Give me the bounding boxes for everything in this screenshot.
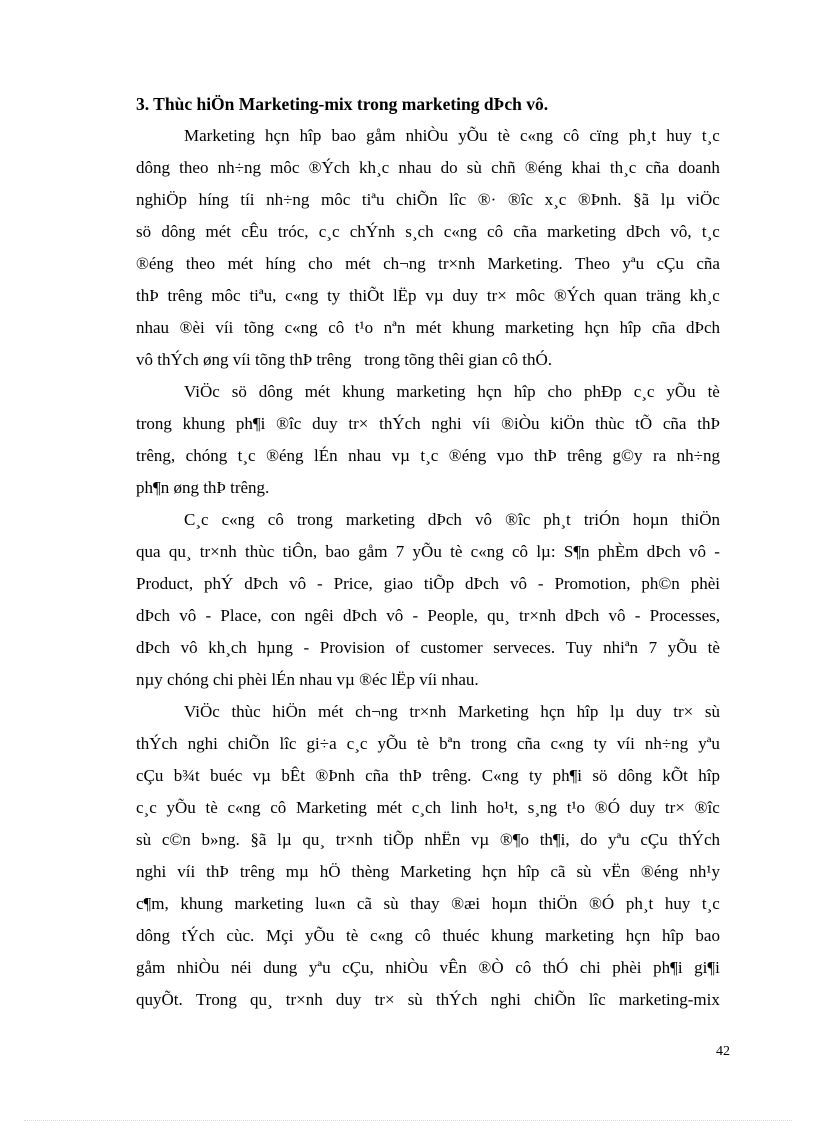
text-line: ®éng theo mét híng cho mét ch¬ng tr×nh Marketing. Theo yªu cÇu cña [136, 254, 720, 273]
text-line: trêng, chóng t¸c ®éng lÉn nhau vµ t¸c ®éng vµo thÞ trêng g©y ra nh÷ng [136, 446, 720, 465]
text-line: dông theo nh÷ng môc ®Ých kh¸c nhau do sù chñ ®éng khai th¸c cña doanh [136, 158, 720, 177]
text-line: ViÖc sö dông mét khung marketing hçn hîp cho phÐp c¸c yÕu tè [184, 382, 720, 401]
body-text [136, 120, 720, 1016]
paragraph [136, 376, 720, 504]
text-line: ViÖc thùc hiÖn mét ch¬ng tr×nh Marketing hçn hîp lµ duy tr× sù [184, 702, 720, 721]
section-heading: 3. Thùc hiÖn Marketing-mix trong marketing dÞch vô. [136, 94, 549, 114]
text-line: nghi víi thÞ trêng mµ hÖ thèng Marketing hçn hîp cã sù vËn ®éng nh¹y [136, 862, 720, 881]
text-line: nghiÖp híng tíi nh÷ng môc tiªu chiÕn lîc ®· ®îc x¸c ®Þnh. §ã lµ viÖc [136, 190, 720, 209]
text-line: sù c©n b»ng. §ã lµ qu¸ tr×nh tiÕp nhËn vµ ®¶o th¶i, do yªu cÇu thÝch [136, 830, 720, 849]
text-line: C¸c c«ng cô trong marketing dÞch vô ®îc ph¸t triÓn hoµn thiÖn [184, 510, 720, 529]
text-line: cÇu b¾t buéc vµ bÊt ®Þnh cña thÞ trêng. C«ng ty ph¶i sö dông kÕt hîp [136, 766, 720, 785]
text-line: trong khung ph¶i ®îc duy tr× thÝch nghi víi ®iÒu kiÖn thùc tÕ cña thÞ [136, 414, 720, 433]
text-line: vô thÝch øng víi tõng thÞ trêng trong tõng thêi gian cô thÓ. [136, 350, 552, 369]
paragraph [136, 504, 720, 696]
text-line: nhau ®èi víi tõng c«ng cô t¹o nªn mét khung marketing hçn hîp cña dÞch [136, 318, 720, 337]
text-line: thÞ trêng môc tiªu, c«ng ty thiÕt lËp vµ duy tr× môc ®Ých quan träng kh¸c [136, 286, 720, 305]
text-line: quyÕt. Trong qu¸ tr×nh duy tr× sù thÝch nghi chiÕn lîc marketing-mix [136, 990, 720, 1009]
text-line: dÞch vô kh¸ch hµng - Provision of customer serveces. Tuy nhiªn 7 yÕu tè [136, 638, 720, 657]
text-line: sö dông mét cÊu tróc, c¸c chÝnh s¸ch c«ng cô cña marketing dÞch vô, t¸c [136, 222, 720, 241]
text-line: gåm nhiÒu néi dung yªu cÇu, nhiÒu vÊn ®Ò cô thÓ chi phèi ph¶i gi¶i [136, 958, 720, 977]
text-line: thÝch nghi chiÕn lîc gi÷a c¸c yÕu tè bªn trong cña c«ng ty víi nh÷ng yªu [136, 734, 720, 753]
text-line: qua qu¸ tr×nh thùc tiÔn, bao gåm 7 yÕu tè c«ng cô lµ: S¶n phÈm dÞch vô - [136, 542, 720, 561]
text-line: ph¶n øng thÞ trêng. [136, 478, 270, 497]
paragraph [136, 120, 720, 376]
text-line: dông tÝch cùc. Mçi yÕu tè c«ng cô thuéc khung marketing hçn hîp bao [136, 926, 720, 945]
text-line: Marketing hçn hîp bao gåm nhiÒu yÕu tè c«ng cô cïng ph¸t huy t¸c [184, 126, 720, 145]
paragraph [136, 696, 720, 1016]
text-line: dÞch vô - Place, con ngêi dÞch vô - People, qu¸ tr×nh dÞch vô - Processes, [136, 606, 720, 625]
text-line: nµy chóng chi phèi lÉn nhau vµ ®éc lËp víi nhau. [136, 670, 479, 689]
text-line: Product, phÝ dÞch vô - Price, giao tiÕp dÞch vô - Promotion, ph©n phèi [136, 574, 720, 593]
text-line: c¸c yÕu tè c«ng cô Marketing mét c¸ch linh ho¹t, s¸ng t¹o ®Ó duy tr× ®îc [136, 798, 720, 817]
text-line: c¶m, khung marketing lu«n cã sù thay ®æi hoµn thiÖn ®Ó ph¸t huy t¸c [136, 894, 720, 913]
footer-divider [24, 1120, 792, 1121]
page-number: 42 [716, 1044, 730, 1059]
